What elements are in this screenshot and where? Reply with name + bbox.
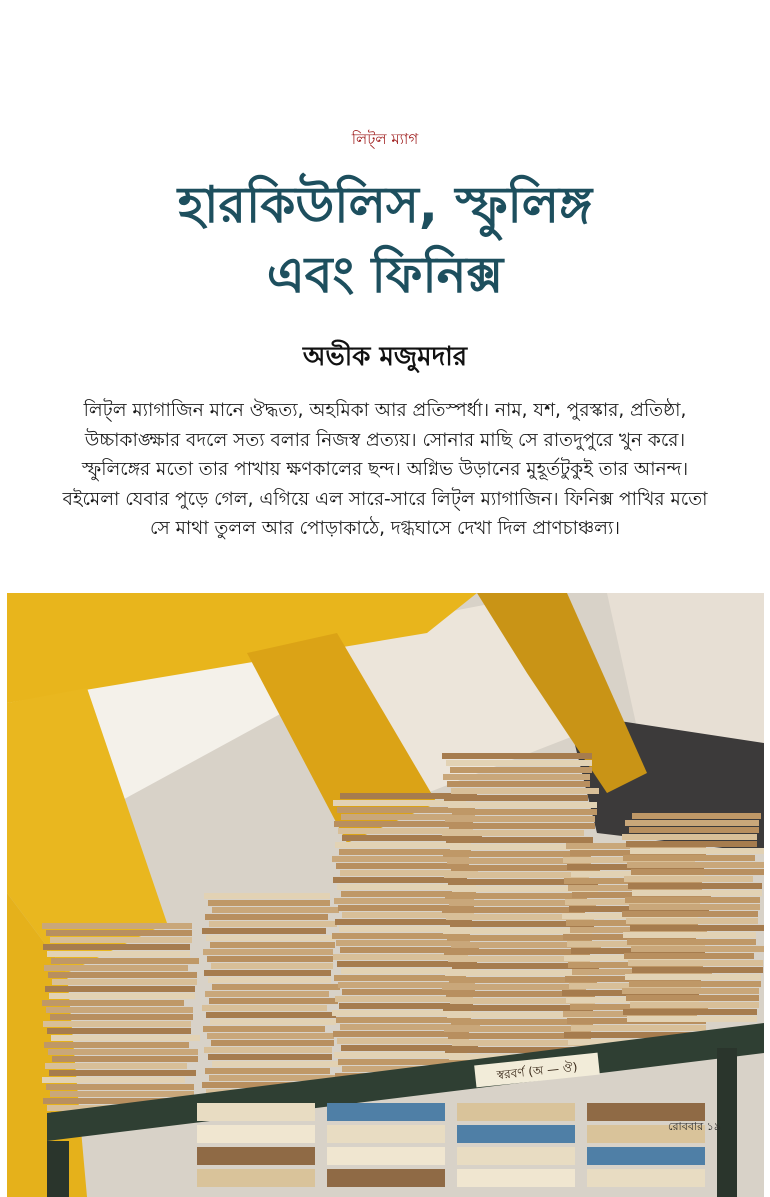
paper-sheet	[202, 1005, 327, 1011]
paper-sheet	[204, 893, 330, 899]
paper-sheet	[445, 970, 588, 976]
paper-sheet	[629, 981, 761, 987]
standfirst-paragraph: লিট্‌ল ম্যাগাজিন মানে ঔদ্ধত্য, অহমিকা আর প্রতিস্পর্ধা। নাম, যশ, পুরস্কার, প্রতিষ্ঠা, উচ্চাকাঙ্ক্ষার বদলে সত্য বলার নিজস্ব প্রত্যয়। সোনার মাছি সে রাতদুপুরে খুন করে। স্ফুলিঙ্গের মতো তার পাখায় ক্ষণকালের ছন্দ। অগ্নিভ উড়ানের মুহূর্তটুকুই তার আনন্দ। বইমেলা যেবার পুড়ে গেল, এগিয়ে এল সারে-সারে লিট্‌ল ম্যাগাজিন। ফিনিক্স পাখির মতো সে মাথা তুলল আর পোড়াকাঠে, দগ্ধঘাসে দেখা দিল প্রাণচাঞ্চল্য।	[62, 400, 708, 539]
shelf-book	[587, 1147, 705, 1165]
paper-sheet	[626, 841, 757, 847]
paper-sheet	[622, 911, 758, 917]
paper-sheet	[203, 1026, 325, 1032]
paper-sheet	[626, 995, 759, 1001]
paper-sheet	[42, 1000, 184, 1006]
shelf-book	[197, 1103, 315, 1121]
paper-sheet	[632, 967, 763, 973]
paper-sheet	[451, 788, 599, 794]
paper-sheet	[206, 1012, 336, 1018]
paper-sheet	[444, 795, 588, 801]
paper-sheet	[445, 816, 595, 822]
paper-sheet	[52, 979, 197, 985]
paper-sheet	[209, 998, 338, 1004]
paper-sheet	[49, 1070, 196, 1076]
paper-sheet	[207, 956, 333, 962]
article-title	[0, 170, 770, 310]
shelf-book	[457, 1147, 575, 1165]
paper-sheet	[443, 851, 591, 857]
paper-sheet	[212, 984, 340, 990]
paper-sheet	[631, 869, 764, 875]
paper-sheet	[632, 890, 762, 896]
paper-sheet	[46, 1084, 194, 1090]
paper-sheet	[624, 876, 753, 882]
shelf-book	[327, 1103, 445, 1121]
shelf-label: স্বরবর্ণ (অ — ঔ)	[496, 1059, 579, 1083]
paper-sheet	[205, 991, 329, 997]
author-byline: অভীক মজুমদার	[302, 342, 468, 372]
bookshelf-photo	[7, 593, 764, 1197]
paper-sheet	[44, 965, 188, 971]
paper-sheet	[48, 972, 197, 978]
paper-sheet	[443, 928, 592, 934]
paper-sheet	[204, 970, 331, 976]
paper-sheet	[627, 939, 756, 945]
paper-sheet	[449, 823, 595, 829]
paper-sheet	[625, 897, 760, 903]
paper-sheet	[442, 753, 592, 759]
paper-sheet	[627, 1016, 757, 1022]
paper-sheet	[444, 949, 590, 955]
paper-sheet	[442, 984, 586, 990]
paper-sheet	[46, 930, 192, 936]
paper-sheet	[629, 904, 760, 910]
paper-sheet	[50, 937, 192, 943]
paper-sheet	[446, 837, 593, 843]
paper-sheet	[209, 921, 337, 927]
paper-sheet	[623, 1009, 757, 1015]
paper-sheet	[623, 932, 756, 938]
shelf-book	[327, 1147, 445, 1165]
paper-sheet	[630, 848, 764, 854]
shelf-book	[587, 1169, 705, 1187]
paper-sheet	[42, 923, 192, 929]
paper-sheet	[632, 813, 761, 819]
paper-sheet	[204, 1047, 332, 1053]
paper-sheet	[448, 802, 597, 808]
shelf-book	[457, 1125, 575, 1143]
bookshelf-illustration	[7, 593, 764, 1197]
paper-sheet	[624, 953, 754, 959]
paper-sheet	[208, 900, 330, 906]
paper-sheet	[205, 914, 328, 920]
page-number: রোববার ১৯	[668, 1120, 721, 1133]
paper-sheet	[44, 1042, 189, 1048]
shelf-book	[457, 1103, 575, 1121]
paper-sheet	[212, 1061, 341, 1067]
paper-sheet	[47, 1028, 191, 1034]
paper-sheet	[205, 1068, 330, 1074]
paper-sheet	[628, 960, 763, 966]
paper-sheet	[202, 928, 326, 934]
paper-sheet	[42, 1077, 185, 1083]
paper-sheet	[452, 809, 597, 815]
paper-sheet	[625, 974, 761, 980]
paper-sheet	[629, 827, 759, 833]
paper-sheet	[46, 1007, 193, 1013]
shelf-book	[197, 1125, 315, 1143]
shelf-book	[327, 1169, 445, 1187]
paper-sheet	[43, 1021, 191, 1027]
paper-sheet	[623, 855, 755, 861]
paper-sheet	[50, 1014, 193, 1020]
section-label: লিট্‌ল ম্যাগ	[351, 130, 419, 148]
paper-sheet	[443, 774, 590, 780]
paper-sheet	[622, 988, 759, 994]
paper-sheet	[631, 946, 764, 952]
paper-sheet	[208, 977, 331, 983]
paper-sheet	[625, 820, 759, 826]
paper-sheet	[442, 907, 585, 913]
paper-sheet	[51, 958, 199, 964]
paper-sheet	[211, 1040, 334, 1046]
shelf-book	[327, 1125, 445, 1143]
paper-sheet	[207, 1033, 334, 1039]
shelf-book	[197, 1147, 315, 1165]
shelf-book	[457, 1169, 575, 1187]
paper-sheet	[627, 862, 764, 868]
paper-sheet	[444, 872, 589, 878]
article-title-line-2: এবং ফিনিক্স	[266, 246, 504, 304]
paper-sheet	[52, 1056, 198, 1062]
paper-sheet	[211, 963, 333, 969]
paper-sheet	[622, 834, 757, 840]
paper-sheet	[630, 1002, 759, 1008]
paper-sheet	[212, 907, 339, 913]
paper-sheet	[43, 944, 190, 950]
paper-sheet	[45, 986, 195, 992]
paper-sheet	[51, 1035, 200, 1041]
paper-sheet	[571, 1025, 706, 1031]
paper-sheet	[626, 918, 758, 924]
paper-sheet	[442, 830, 584, 836]
paper-sheet	[210, 1019, 336, 1025]
paper-sheet	[446, 760, 592, 766]
paper-sheet	[203, 949, 333, 955]
paper-sheet	[628, 883, 762, 889]
paper-sheet	[48, 1049, 198, 1055]
paper-sheet	[47, 951, 190, 957]
paper-sheet	[208, 1054, 332, 1060]
paper-sheet	[630, 925, 764, 931]
shelf-book	[197, 1169, 315, 1187]
paper-sheet	[444, 1026, 591, 1032]
paper-sheet	[210, 942, 335, 948]
paper-sheet	[445, 893, 587, 899]
article-title-line-1: হারকিউলিস, স্ফুলিঙ্গ	[177, 176, 593, 234]
paper-sheet	[450, 767, 592, 773]
paper-sheet	[50, 1091, 194, 1097]
paper-sheet	[447, 781, 590, 787]
paper-sheet	[49, 993, 195, 999]
paper-sheet	[45, 1063, 187, 1069]
paper-sheet	[206, 935, 335, 941]
